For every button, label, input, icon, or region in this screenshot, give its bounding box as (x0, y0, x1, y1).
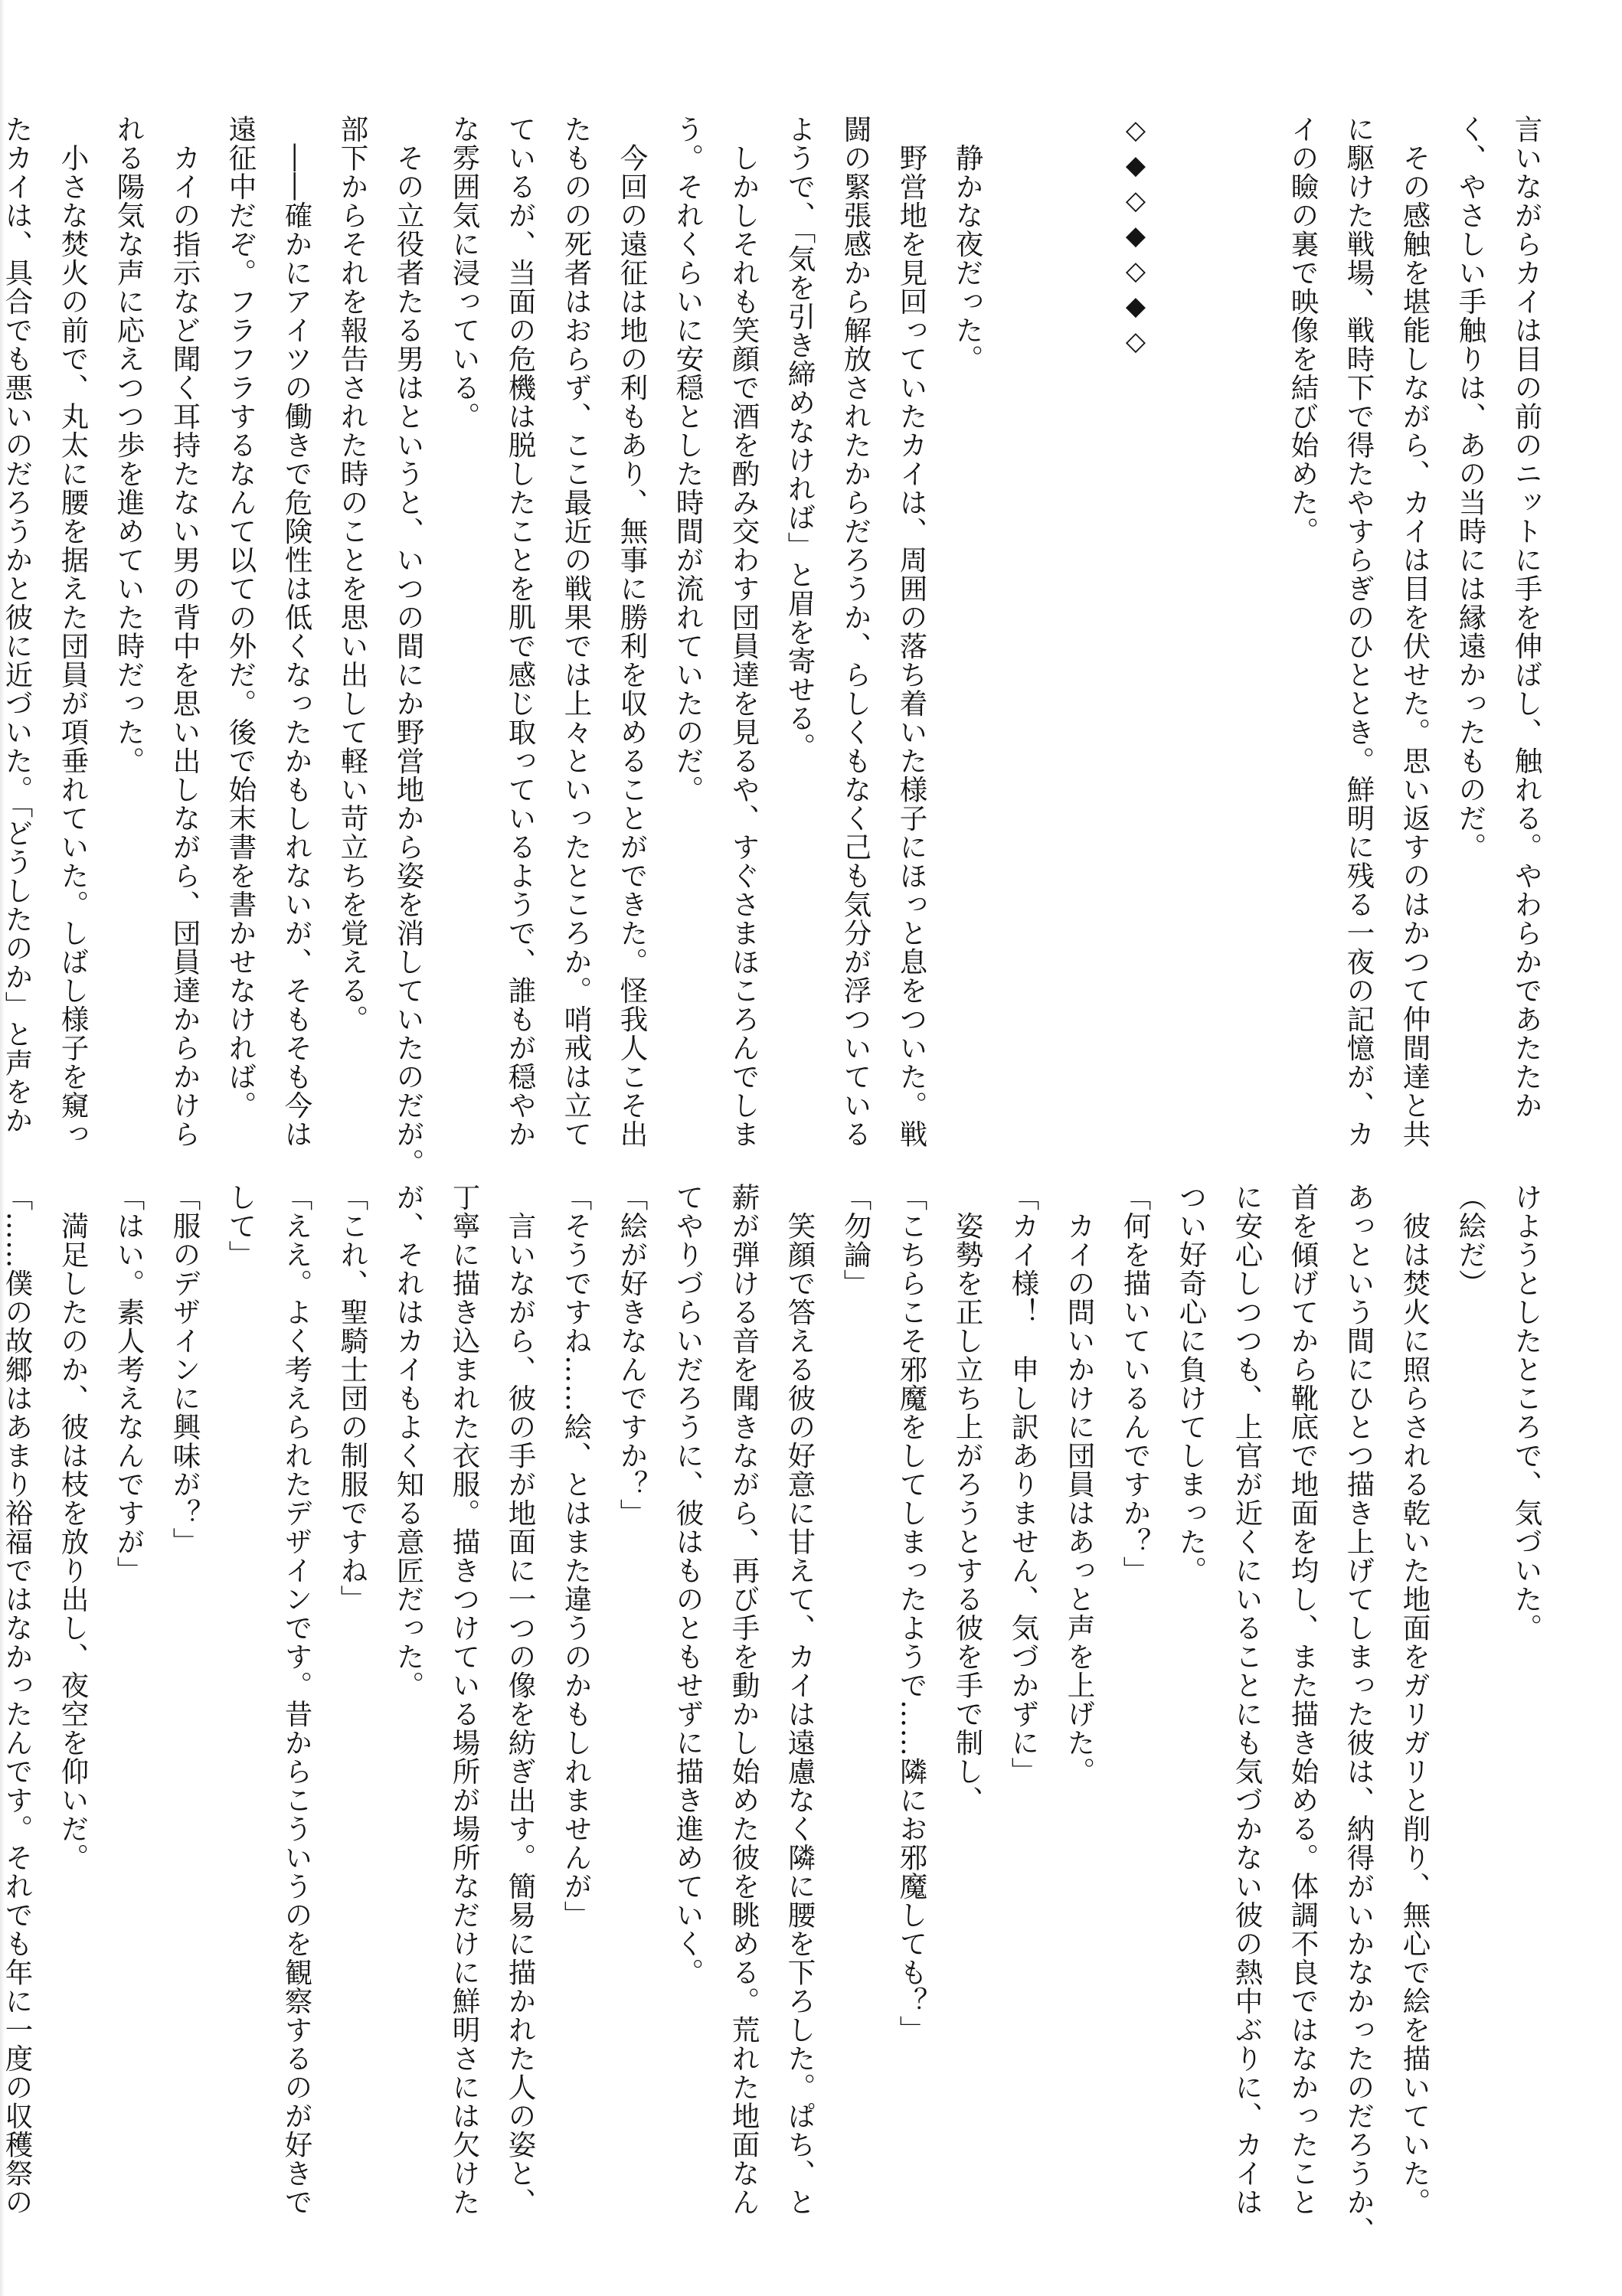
text-line: たカイは、具合でも悪いのだろうかと彼に近づいた。「どうしたのか」と声をか (1, 115, 34, 1135)
text-line: 「絵が好きなんですか？」 (616, 1183, 649, 1527)
text-line: く、やさしい手触りは、あの当時には縁遠かったものだ。 (1454, 115, 1487, 861)
text-line: 「はい。素人考えなんですが」 (113, 1183, 146, 1585)
text-line: う。それくらいに安穏とした時間が流れていたのだ。 (672, 115, 705, 804)
text-tier-bottom (1, 1183, 1555, 2245)
text-line: 笑顔で答える彼の好意に甘えて、カイは遠慮なく隣に腰を下ろした。ぱち、と (783, 1183, 816, 2216)
text-line: 「服のデザインに興味が？」 (168, 1183, 201, 1556)
text-line: ているが、当面の危機は脱したことを肌で感じ取っているようで、誰もが穏やか (504, 115, 537, 1148)
blank-line (1163, 115, 1219, 1072)
text-line: 「勿論」 (839, 1183, 872, 1298)
text-line: 今回の遠征は地の利もあり、無事に勝利を収めることができた。怪我人こそ出 (616, 115, 649, 1148)
text-line: （絵だ） (1454, 1183, 1487, 1298)
text-line: けようとしたところで、気づいた。 (1510, 1183, 1543, 1642)
text-line: に駆けた戦場、戦時下で得たやすらぎのひととき。鮮明に残る一夜の記憶が、カ (1342, 115, 1375, 1148)
text-line: 満足したのか、彼は枝を放り出し、夜空を仰いだ。 (57, 1183, 90, 1872)
text-line: カイの指示など聞く耳持たない男の背中を思い出しながら、団員達からかけら (168, 115, 201, 1148)
text-line: して」 (224, 1183, 257, 1269)
text-tier-top (1, 115, 1555, 1177)
text-line: 首を傾げてから靴底で地面を均し、また描き始める。体調不良ではなかったこと (1287, 1183, 1320, 2216)
text-line: 野営地を見回っていたカイは、周囲の落ち着いた様子にほっと息をついた。戦 (895, 115, 928, 1148)
text-line: 部下からそれを報告された時のことを思い出して軽い苛立ちを覚える。 (336, 115, 369, 1034)
text-line: な雰囲気に浸っている。 (448, 115, 481, 431)
text-line: 「……僕の故郷はあまり裕福ではなかったんです。それでも年に一度の収穫祭の (1, 1183, 34, 2216)
text-line: 「カイ様！ 申し訳ありません、気づかずに」 (1007, 1183, 1040, 1786)
text-line: れる陽気な声に応えつつ歩を進めていた時だった。 (113, 115, 146, 776)
text-line: に安心しつつも、上官が近くにいることにも気づかない彼の熱中ぶりに、カイは (1231, 1183, 1264, 2216)
text-line: てやりづらいだろうに、彼はものともせずに描き進めていく。 (672, 1183, 705, 1987)
text-line: 遠征中だぞ。フラフラするなんて以ての外だ。後で始末書を書かせなければ。 (224, 115, 257, 1120)
text-line: カイの問いかけに団員はあっと声を上げた。 (1063, 1183, 1096, 1786)
text-line: 「これ、聖騎士団の制服ですね」 (336, 1183, 369, 1614)
text-line: 「そうですね……絵、とはまた違うのかもしれませんが」 (560, 1183, 593, 1929)
text-line: 小さな焚火の前で、丸太に腰を据えた団員が項垂れていた。しばし様子を窺っ (57, 115, 90, 1148)
text-line: 薪が弾ける音を聞きながら、再び手を動かし始めた彼を眺める。荒れた地面なん (728, 1183, 760, 2216)
text-line: つい好奇心に負けてしまった。 (1175, 1183, 1208, 1585)
text-line: 「何を描いているんですか？」 (1119, 1183, 1152, 1585)
text-line: 言いながらカイは目の前のニットに手を伸ばし、触れる。やわらかであたたか (1510, 115, 1543, 1120)
text-line: 言いながら、彼の手が地面に一つの像を紡ぎ出す。簡易に描かれた人の姿と、 (504, 1183, 537, 2216)
text-line: 闘の緊張感から解放されたからだろうか、らしくもなく己も気分が浮ついている (839, 115, 872, 1148)
text-line: 「こちらこそ邪魔をしてしまったようで……隣にお邪魔しても？」 (895, 1183, 928, 2044)
blank-line (1051, 115, 1107, 1072)
text-line: 静かな夜だった。 (951, 115, 984, 374)
text-line: しかしそれも笑顔で酒を酌み交わす団員達を見るや、すぐさまほころんでしま (728, 115, 760, 1148)
text-line: たものの死者はおらず、ここ最近の戦果では上々といったところか。哨戒は立て (560, 115, 593, 1148)
section-break-ornament: ◇◆◇◆◇◆◇ (1120, 115, 1151, 361)
text-line: ようで、「気を引き締めなければ」と眉を寄せる。 (783, 115, 816, 762)
text-line: 彼は焚火に照らされる乾いた地面をガリガリと削り、無心で絵を描いていた。 (1398, 1183, 1431, 2216)
text-line: 丁寧に描き込まれた衣服。描きつけている場所が場所なだけに鮮明さには欠けた (448, 1183, 481, 2216)
blank-line (996, 115, 1051, 1072)
text-line: ――確かにアイツの働きで危険性は低くなったかもしれないが、そもそも今は (280, 115, 313, 1148)
text-line: 「ええ。よく考えられたデザインです。昔からこういうのを観察するのが好きで (280, 1183, 313, 2216)
text-line: イの瞼の裏で映像を結び始めた。 (1287, 115, 1320, 546)
text-line: が、それはカイもよく知る意匠だった。 (392, 1183, 425, 1700)
text-line: その立役者たる男はというと、いつの間にか野営地から姿を消していたのだが。 (392, 115, 425, 1177)
text-line: あっという間にひとつ描き上げてしまった彼は、納得がいかなかったのだろうか、 (1342, 1183, 1375, 2245)
blank-line (1219, 115, 1275, 1072)
text-line: その感触を堪能しながら、カイは目を伏せた。思い返すのはかつて仲間達と共 (1398, 115, 1431, 1148)
text-line: 姿勢を正し立ち上がろうとする彼を手で制し、 (951, 1183, 984, 1814)
